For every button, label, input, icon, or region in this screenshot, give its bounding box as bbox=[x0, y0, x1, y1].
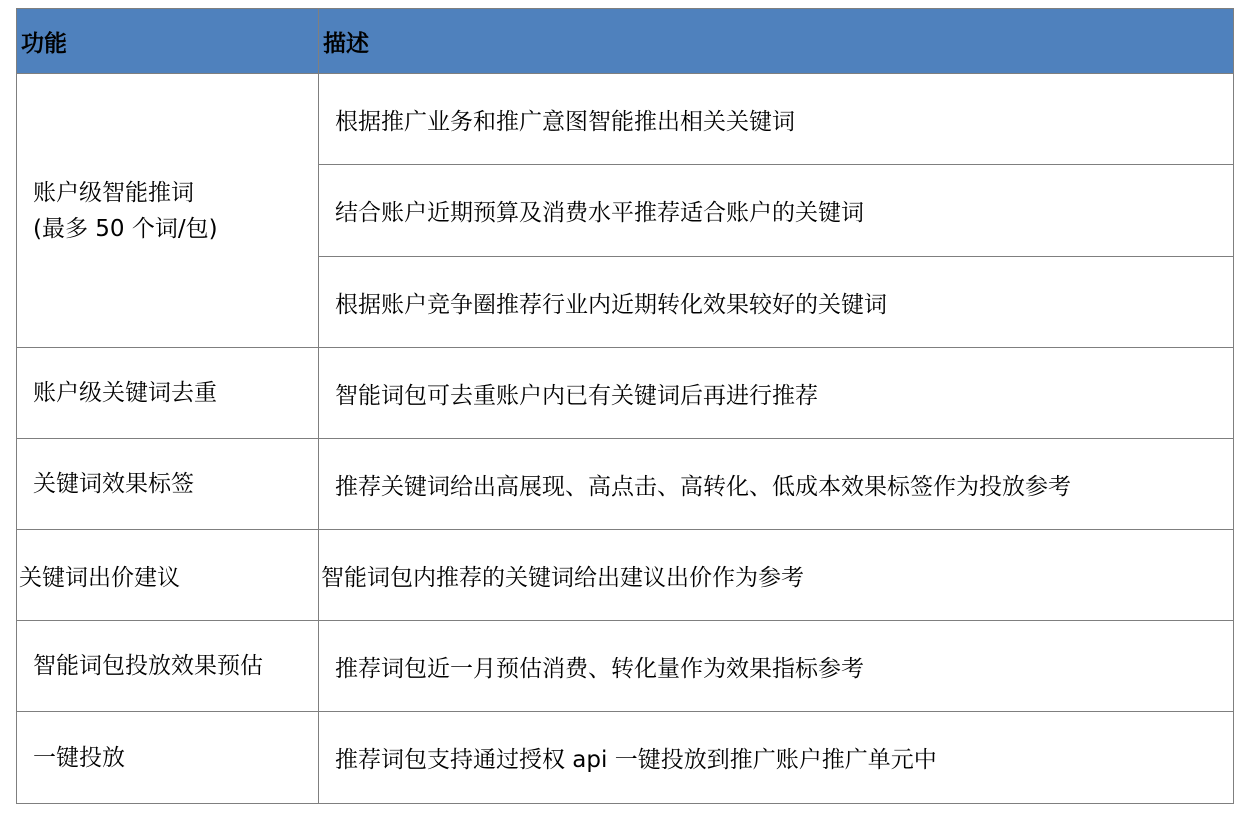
feature-cell: 关键词效果标签 bbox=[17, 439, 319, 530]
feature-cell: 关键词出价建议 bbox=[17, 530, 319, 621]
feature-cell: 账户级关键词去重 bbox=[17, 348, 319, 439]
table-row bbox=[17, 621, 1234, 712]
description-cell: 推荐词包支持通过授权 api 一键投放到推广账户推广单元中 bbox=[319, 712, 1234, 804]
table-row bbox=[17, 712, 1234, 804]
feature-cell: 智能词包投放效果预估 bbox=[17, 621, 319, 712]
description-cell: 推荐关键词给出高展现、高点击、高转化、低成本效果标签作为投放参考 bbox=[319, 439, 1234, 530]
description-cell: 结合账户近期预算及消费水平推荐适合账户的关键词 bbox=[319, 165, 1234, 257]
description-cell: 推荐词包近一月预估消费、转化量作为效果指标参考 bbox=[319, 621, 1234, 712]
description-cell: 智能词包内推荐的关键词给出建议出价作为参考 bbox=[319, 530, 1234, 621]
feature-table bbox=[16, 8, 1234, 804]
table-row bbox=[17, 74, 1234, 165]
feature-cell-smart-recommend bbox=[17, 74, 319, 348]
feature-label-line2: (最多 50 个词/包) bbox=[33, 215, 218, 242]
table-row bbox=[17, 439, 1234, 530]
description-cell: 根据推广业务和推广意图智能推出相关关键词 bbox=[319, 74, 1234, 165]
feature-cell: 一键投放 bbox=[17, 712, 319, 804]
header-description: 描述 bbox=[319, 9, 1234, 74]
table-row bbox=[17, 348, 1234, 439]
feature-label-line1: 账户级智能推词 bbox=[33, 179, 194, 206]
table-row bbox=[17, 530, 1234, 621]
description-cell: 根据账户竞争圈推荐行业内近期转化效果较好的关键词 bbox=[319, 257, 1234, 348]
description-cell: 智能词包可去重账户内已有关键词后再进行推荐 bbox=[319, 348, 1234, 439]
header-feature: 功能 bbox=[17, 9, 319, 74]
table-header-row bbox=[17, 9, 1234, 74]
